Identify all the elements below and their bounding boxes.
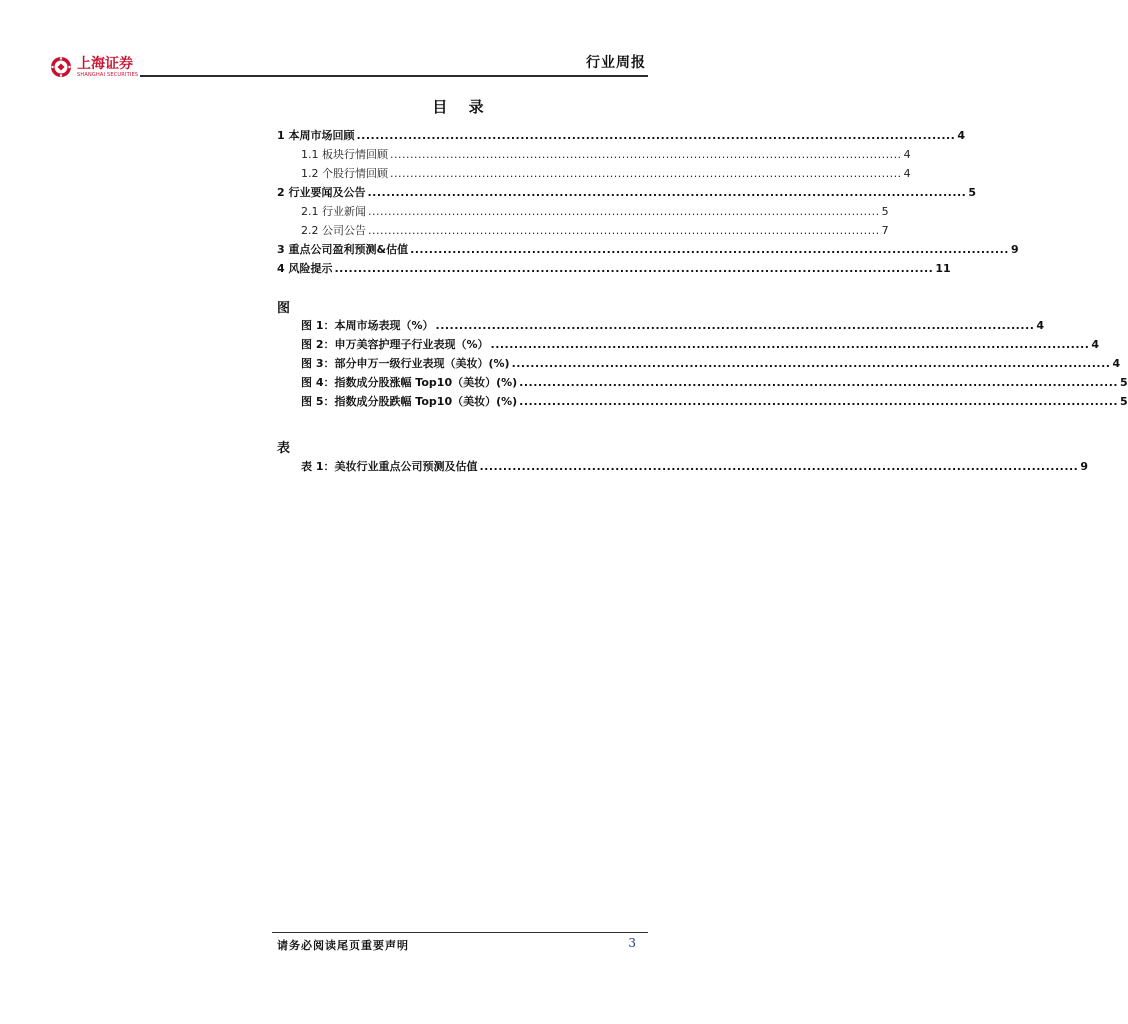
footer-divider bbox=[272, 932, 648, 933]
header-divider bbox=[140, 75, 648, 77]
toc-title: 目 录 bbox=[432, 98, 492, 116]
toc-entry-title: 4 风险提示 bbox=[277, 262, 333, 275]
logo-english-text: SHANGHAI SECURITIES bbox=[77, 71, 139, 78]
figure-entry-page: 5 bbox=[1120, 376, 1128, 389]
toc-entry[interactable] bbox=[277, 260, 951, 276]
figure-entry[interactable] bbox=[301, 374, 1128, 390]
toc-entry-title: 2 行业要闻及公告 bbox=[277, 186, 366, 199]
dot-leader: ................................................................................................................................ bbox=[511, 357, 1111, 370]
dot-leader: ................................................................................................................................ bbox=[367, 186, 967, 199]
dot-leader: ................................................................................................................................ bbox=[368, 224, 880, 237]
figure-entry-page: 5 bbox=[1120, 395, 1128, 408]
report-type: 行业周报 bbox=[586, 55, 646, 71]
figure-entry[interactable] bbox=[301, 317, 1045, 333]
tables-section-label: 表 bbox=[277, 441, 291, 456]
dot-leader: ................................................................................................................................ bbox=[490, 338, 1090, 351]
dot-leader: ................................................................................................................................ bbox=[390, 167, 902, 180]
toc-entry-title: 3 重点公司盈利预测&估值 bbox=[277, 243, 409, 256]
toc-entry-page: 11 bbox=[935, 262, 951, 275]
figure-entry[interactable] bbox=[301, 336, 1100, 352]
company-logo bbox=[50, 56, 138, 78]
figure-entry-title: 图 1：本周市场表现（%） bbox=[301, 319, 434, 332]
toc-entry[interactable] bbox=[301, 165, 911, 181]
figure-entry-title: 图 2：申万美容护理子行业表现（%） bbox=[301, 338, 489, 351]
figures-section-label: 图 bbox=[277, 301, 291, 316]
figure-entry[interactable] bbox=[301, 393, 1128, 409]
toc-entry-page: 4 bbox=[957, 129, 966, 142]
toc-entry-title: 2.2 公司公告 bbox=[301, 224, 366, 237]
table-entry[interactable] bbox=[301, 458, 1089, 474]
logo-emblem-icon bbox=[50, 56, 72, 78]
figure-entry-page: 4 bbox=[1112, 357, 1121, 370]
footer-disclaimer: 请务必阅读尾页重要声明 bbox=[277, 939, 409, 952]
toc-entry[interactable] bbox=[301, 222, 889, 238]
toc-entry[interactable] bbox=[301, 146, 911, 162]
table-entry-title: 表 1：美妆行业重点公司预测及估值 bbox=[301, 460, 478, 473]
table-entry-page: 9 bbox=[1080, 460, 1089, 473]
dot-leader: ................................................................................................................................ bbox=[356, 129, 956, 142]
dot-leader: ................................................................................................................................ bbox=[435, 319, 1035, 332]
dot-leader: ................................................................................................................................ bbox=[334, 262, 934, 275]
toc-entry[interactable] bbox=[277, 184, 977, 200]
dot-leader: ................................................................................................................................ bbox=[368, 205, 880, 218]
toc-entry-page: 5 bbox=[881, 205, 889, 218]
toc-entry-page: 9 bbox=[1010, 243, 1019, 256]
page-number: 3 bbox=[628, 936, 636, 950]
page-header bbox=[0, 0, 724, 80]
toc-entry-page: 4 bbox=[903, 148, 911, 161]
toc-entry-page: 7 bbox=[881, 224, 889, 237]
logo-chinese-text: 上海证券 bbox=[77, 55, 133, 72]
toc-entry[interactable] bbox=[277, 241, 1019, 257]
toc-entry-title: 1.2 个股行情回顾 bbox=[301, 167, 388, 180]
dot-leader: ................................................................................................................................ bbox=[390, 148, 902, 161]
toc-entry[interactable] bbox=[301, 203, 889, 219]
toc-entry-page: 5 bbox=[968, 186, 977, 199]
toc-entry[interactable] bbox=[277, 127, 966, 143]
toc-entry-title: 1 本周市场回顾 bbox=[277, 129, 355, 142]
dot-leader: ................................................................................................................................ bbox=[410, 243, 1009, 256]
dot-leader: ................................................................................................................................ bbox=[519, 395, 1119, 408]
toc-entry-title: 1.1 板块行情回顾 bbox=[301, 148, 388, 161]
figure-entry-title: 图 3：部分申万一级行业表现（美妆）(%) bbox=[301, 357, 510, 370]
figure-entry-page: 4 bbox=[1036, 319, 1045, 332]
dot-leader: ................................................................................................................................ bbox=[479, 460, 1079, 473]
toc-entry-page: 4 bbox=[903, 167, 911, 180]
toc-entry-title: 2.1 行业新闻 bbox=[301, 205, 366, 218]
dot-leader: ................................................................................................................................ bbox=[519, 376, 1119, 389]
figure-entry-title: 图 5：指数成分股跌幅 Top10（美妆）(%) bbox=[301, 395, 518, 408]
figure-entry-title: 图 4：指数成分股涨幅 Top10（美妆）(%) bbox=[301, 376, 518, 389]
figure-entry[interactable] bbox=[301, 355, 1121, 371]
figure-entry-page: 4 bbox=[1091, 338, 1100, 351]
